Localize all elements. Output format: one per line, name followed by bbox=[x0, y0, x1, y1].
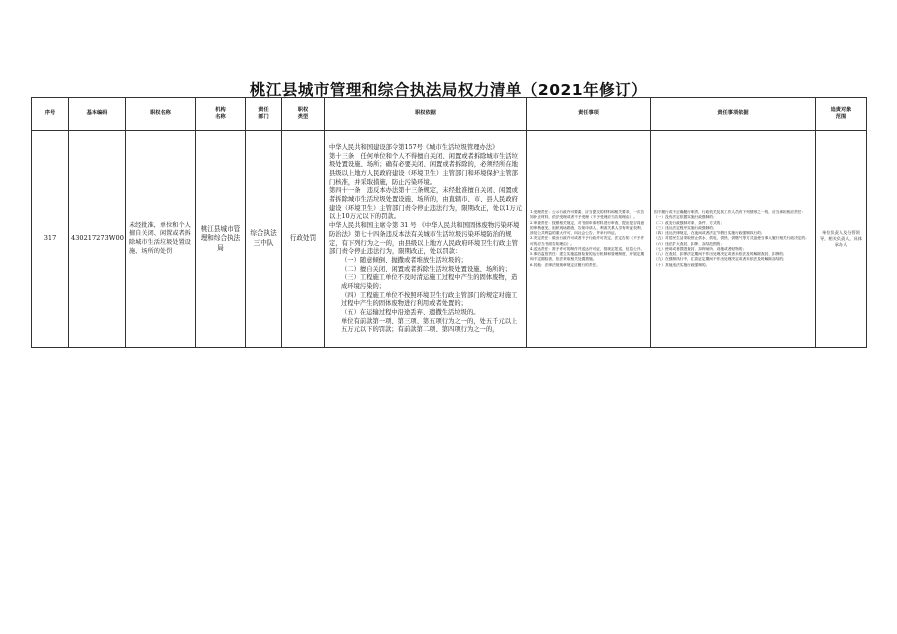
header-type-line1: 职权 bbox=[297, 106, 309, 113]
cell-duty bbox=[527, 131, 651, 348]
cell-type: 行政处罚 bbox=[282, 131, 325, 348]
cell-org: 桃江县城市管理和综合执法局 bbox=[196, 131, 246, 348]
duty-basis-line: （九）在强制执行中，汇款证定期间不作出处理决定或者未依法及时解除冻结的； bbox=[654, 257, 787, 262]
basis-item: （二）擅自关闭、闲置或者拆除生活垃圾处置设施、场所的； bbox=[341, 265, 512, 273]
cell-duty-basis bbox=[651, 131, 816, 348]
header-dept-line1: 责任 bbox=[258, 106, 269, 113]
header-org-line1: 机构 bbox=[215, 106, 226, 113]
header-type bbox=[282, 98, 325, 131]
basis-line: 第四十一条 违反本办法第十三条规定，未经批准擅自关闭、闲置或者拆除城市生活垃圾处置设施、场所的，由直辖市、市、县人民政府建设（环境卫生）主管部门责令停止违法行为，限期改正，处以1万元以上10万元以下的罚款。 bbox=[329, 187, 522, 221]
duty-line: 3.决定责任：做出行政许可或者不予行政许可决定，法定告知（不予许可的应当书面告知理由）。 bbox=[530, 236, 645, 246]
duty-basis-line: （七）使用或者损毁查封、扣押场所、设施或者财物的； bbox=[654, 246, 747, 251]
duty-line: 2.审查责任：按照相关规定，对书面申请材料进行审查，提出是否同意的审核意见，组织现场勘查，告知申请人、利害关系人享有听证权利，涉及公共利益的重大许可，向社会公告，并举行听证。 bbox=[530, 220, 645, 236]
header-scope-line2: 范围 bbox=[835, 114, 847, 120]
duty-basis-line: （八）在查封、扣押法定期间不作出处理决定或者未依法及时解除查封、扣押的； bbox=[654, 252, 787, 257]
header-row bbox=[32, 98, 867, 131]
basis-item: （一）随意倾倒、抛撒或者堆放生活垃圾的； bbox=[341, 256, 467, 264]
header-scope-line1: 追责对象 bbox=[830, 106, 852, 113]
cell-seq: 317 bbox=[32, 131, 69, 348]
duty-line: 5.事后监管责任：建立实施监督检查的运行机制和管理制度，开展定期和不定期检查，依法采取相关处置措施。 bbox=[530, 252, 645, 262]
basis-line: 中华人民共和国建设部令第157号《城市生活垃圾管理办法》 bbox=[329, 143, 499, 151]
cell-basis bbox=[325, 131, 527, 348]
power-list-table bbox=[31, 97, 867, 348]
duty-line: 6.其他：法律法规规章规定应履行的责任。 bbox=[530, 262, 600, 267]
cell-dept: 综合执法三中队 bbox=[246, 131, 282, 348]
header-seq: 序号 bbox=[32, 98, 69, 131]
duty-line: 4.送达责任：准予许可的制作并送达许可证，按规定报送，信息公开。 bbox=[530, 246, 645, 251]
duty-basis-line: （十）其他违法实施行政强制的。 bbox=[654, 262, 710, 267]
basis-line: 第十三条 任何单位和个人不得擅自关闭、闲置或者拆除城市生活垃圾处置设施、场所；确有必要关闭、闲置或者拆除的，必须经所在地县级以上地方人民政府建设（环境卫生）主管部门和环境保护主管部门核准，并采取措施，防止污染环境。 bbox=[329, 152, 518, 186]
page-title: 桃江县城市管理和综合执法局权力清单（2021年修订） bbox=[249, 81, 648, 99]
table-row bbox=[32, 131, 867, 348]
cell-code: 430217273W00 bbox=[69, 131, 126, 348]
duty-basis-line: （四）违反法律规定，在夜间或者法定节假日实施行政强制执行的； bbox=[654, 231, 765, 236]
basis-line: 中华人民共和国主席令第 31 号 《中华人民共和国固体废物污染环境防治法》第七十四条违反本法有关城市生活垃圾污染环境防治的规定，有下列行为之一的，由县级以上地方人民政府环境卫生行政主管部门责令停止违法行为，限期改正，处以罚款： bbox=[329, 222, 520, 256]
duty-basis-line: （五）对居民生活采取停止供水、供电、供热、供燃气等方式迫使当事人履行相关行政决定的； bbox=[654, 236, 809, 241]
header-dept bbox=[246, 98, 282, 131]
duty-basis-line: （六）违法扩大查封、扣押、冻结范围的； bbox=[654, 241, 725, 246]
cell-name: 未经批准，单位和个人擅自关闭、闲置或者拆除城市生活垃圾处置设施、场所的处罚 bbox=[126, 131, 196, 348]
duty-basis-line: （一）没有法定依据实施行政强制的； bbox=[654, 215, 717, 220]
header-duty: 责任事项 bbox=[527, 98, 651, 131]
duty-basis-line: （二）改变行政强制对象、条件、方式的； bbox=[654, 220, 725, 225]
duty-basis-line: 因不履行或不正确履行职责，行政机关及其工作人员有下列情形之一的，应当承担相应责任： bbox=[654, 210, 806, 215]
cell-scope: 单位负责人及分管领导，相关负责人，具体承办人 bbox=[816, 131, 867, 348]
header-type-line2: 类型 bbox=[297, 114, 309, 120]
duty-basis-line: （三）违反法定程序实施行政强制的； bbox=[654, 225, 717, 230]
header-scope bbox=[816, 98, 867, 131]
basis-item: 单位有前款第一项、第三项、第五项行为之一的，处五千元以上五万元以下的罚款；有前款第二项、第四项行为之一的， bbox=[341, 317, 518, 334]
header-dept-line2: 部门 bbox=[258, 114, 269, 120]
header-duty-basis: 责任事项依据 bbox=[651, 98, 816, 131]
basis-item: （四）工程施工单位不按照环境卫生行政主管部门的规定对施工过程中产生的固体废物进行利用或者处置的； bbox=[341, 291, 518, 308]
basis-item: （五）在运输过程中沿途丢弃、遗撒生活垃圾的。 bbox=[341, 309, 480, 316]
header-basis: 职权依据 bbox=[325, 98, 527, 131]
header-org-line2: 名称 bbox=[215, 114, 226, 120]
basis-item: （三）工程施工单位不及时清运施工过程中产生的固体废物，造成环境污染的； bbox=[341, 274, 518, 290]
header-name: 职权名称 bbox=[126, 98, 196, 131]
header-org bbox=[196, 98, 246, 131]
header-code: 基本编码 bbox=[69, 98, 126, 131]
duty-line: 1.受理责任：公示行政许可要素、应当提交的材料和相关要求，一次告知补正材料，依法受理或者不予受理（不予受理应当告知理由）。 bbox=[530, 210, 645, 220]
